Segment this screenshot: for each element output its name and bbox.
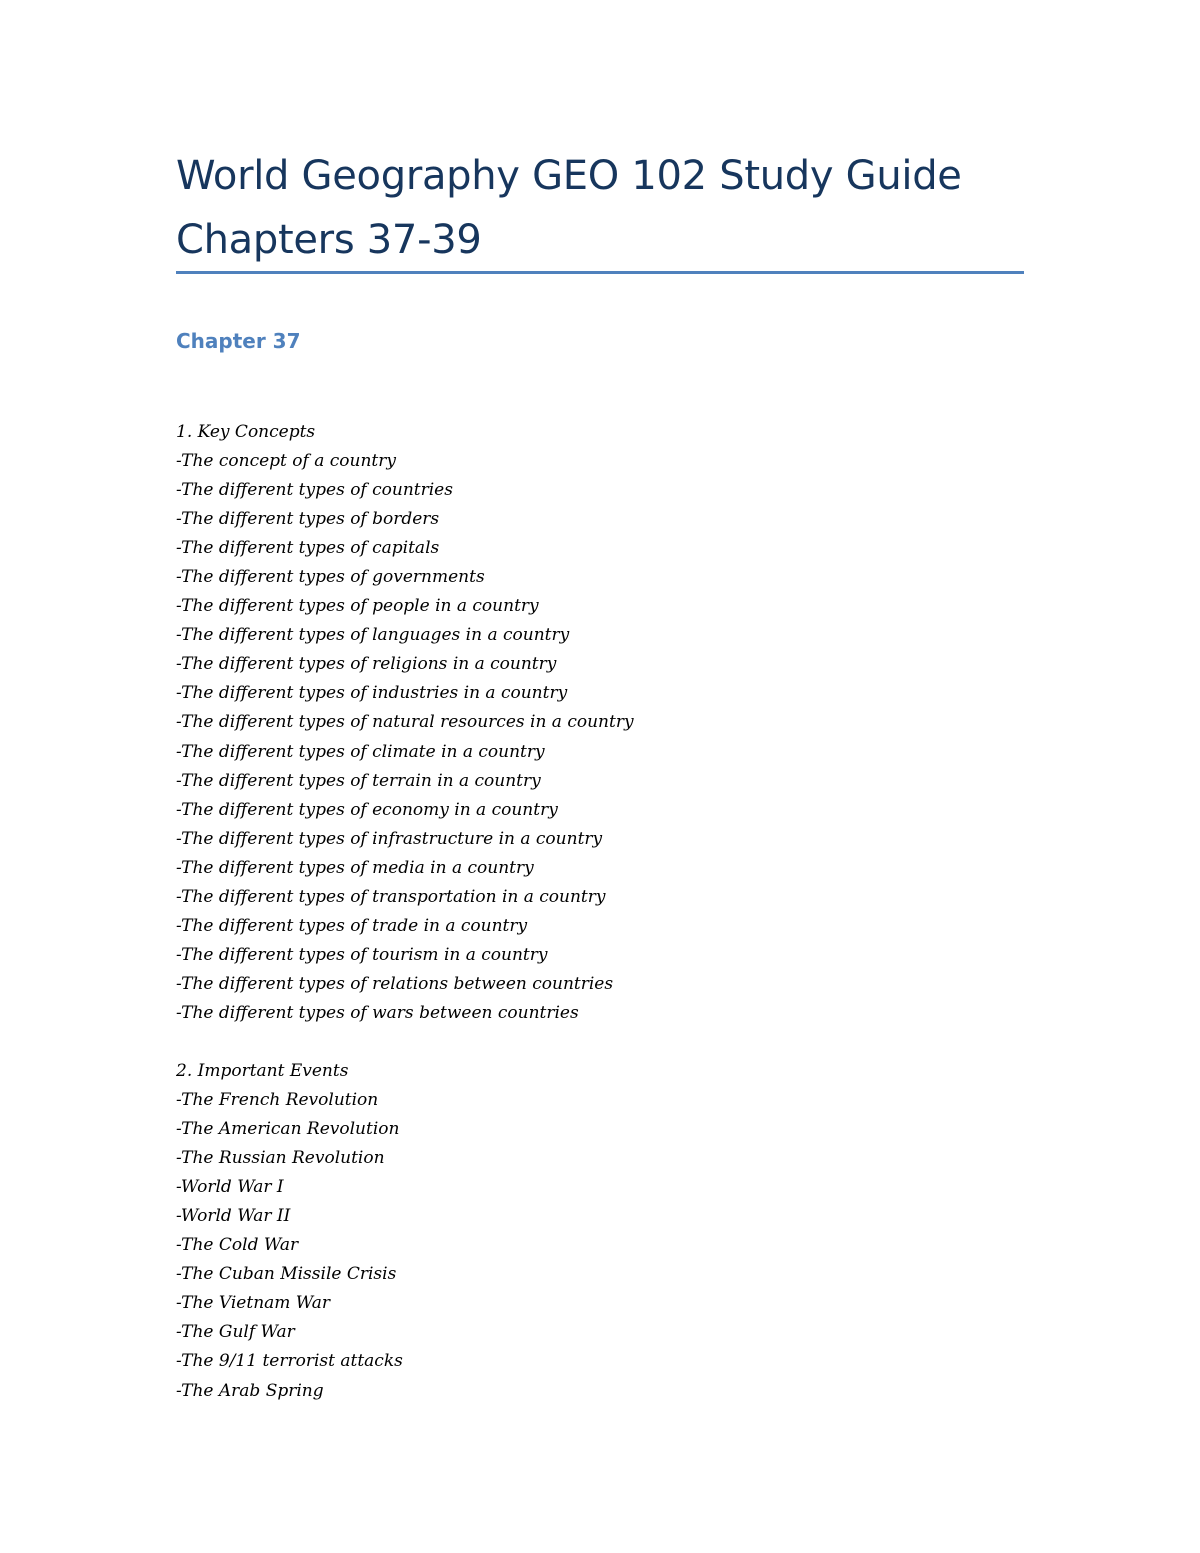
list-item: -The different types of languages in a country xyxy=(176,625,570,646)
list-item: -The Russian Revolution xyxy=(176,1148,385,1169)
important-events-section xyxy=(176,1057,403,1406)
list-item: -The different types of climate in a country xyxy=(176,741,545,762)
list-item: -The American Revolution xyxy=(176,1119,400,1140)
list-item: -The different types of religions in a country xyxy=(176,654,557,675)
list-item: -The concept of a country xyxy=(176,451,396,472)
list-item: -The Cuban Missile Crisis xyxy=(176,1264,397,1285)
list-item: -The different types of transportation in a country xyxy=(176,886,606,907)
list-item: -The different types of industries in a country xyxy=(176,683,568,704)
list-item: -The different types of natural resources in a country xyxy=(176,712,634,733)
list-item: -The different types of economy in a country xyxy=(176,799,558,820)
key-concepts-section xyxy=(176,418,634,1028)
chapter-heading: Chapter 37 xyxy=(176,329,301,353)
list-item: -The different types of people in a country xyxy=(176,596,539,617)
list-item: -The Gulf War xyxy=(176,1322,295,1343)
section-header: 2. Important Events xyxy=(176,1061,349,1081)
list-item: -World War II xyxy=(176,1206,291,1227)
title-underline xyxy=(176,271,1024,274)
title-line-2: Chapters 37-39 xyxy=(176,217,482,263)
list-item: -The Vietnam War xyxy=(176,1293,331,1314)
list-item: -The different types of capitals xyxy=(176,538,440,559)
title-line-1: World Geography GEO 102 Study Guide xyxy=(176,153,962,199)
list-item: -The different types of media in a country xyxy=(176,857,534,878)
list-item: -The Arab Spring xyxy=(176,1380,324,1401)
list-item: -The different types of tourism in a country xyxy=(176,944,548,965)
list-item: -The French Revolution xyxy=(176,1090,379,1111)
list-item: -The different types of infrastructure in a country xyxy=(176,828,603,849)
list-item: -The different types of countries xyxy=(176,480,453,501)
list-item: -The different types of relations between countries xyxy=(176,973,614,994)
list-item: -The Cold War xyxy=(176,1235,299,1256)
list-item: -The different types of trade in a country xyxy=(176,915,528,936)
list-item: -The different types of governments xyxy=(176,567,485,588)
list-item: -World War I xyxy=(176,1177,284,1198)
list-item: -The different types of borders xyxy=(176,509,440,530)
section-header: 1. Key Concepts xyxy=(176,422,316,442)
list-item: -The different types of terrain in a country xyxy=(176,770,541,791)
list-item: -The 9/11 terrorist attacks xyxy=(176,1351,403,1372)
document-title xyxy=(176,144,1036,272)
list-item: -The different types of wars between countries xyxy=(176,1002,579,1023)
